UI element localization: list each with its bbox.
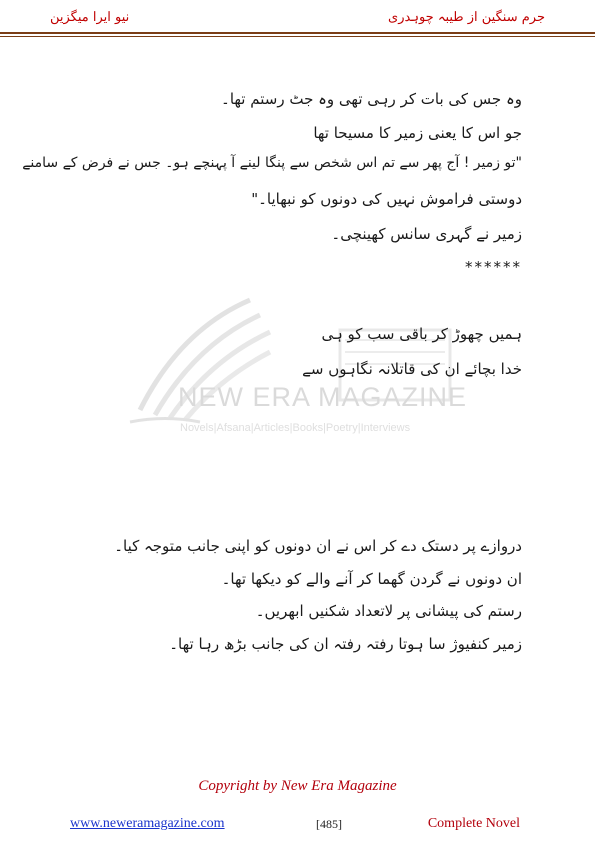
text-line: زمیر نے گہری سانس کھینچی۔ xyxy=(331,225,522,243)
header-rule-thin xyxy=(0,36,595,37)
header-rule xyxy=(0,32,595,34)
watermark-subtitle: Novels|Afsana|Articles|Books|Poetry|Interviews xyxy=(180,422,411,434)
poem-line: ہمیں چھوڑ کر باقی سب کو ہی xyxy=(321,325,522,343)
footer-label: Complete Novel xyxy=(427,816,520,831)
header-magazine-name: نیو ایرا میگزین xyxy=(50,10,130,25)
text-line: "تو زمیر ! آج پھر سے تم اس شخص سے پنگا لینے آ پہنچے ہو۔ جس نے فرض کے سامنے xyxy=(22,155,522,171)
text-line: جو اس کا یعنی زمیر کا مسیحا تھا xyxy=(313,124,522,142)
page-header xyxy=(50,10,545,30)
website-link[interactable]: www.neweramagazine.com xyxy=(70,816,225,831)
text-line: دروازے پر دستک دے کر اس نے ان دونوں کو اپنی جانب متوجہ کیا۔ xyxy=(114,537,522,555)
poem-line: خدا بچائے ان کی قاتلانہ نگاہوں سے xyxy=(302,360,522,378)
text-line: زمیر کنفیوژ سا ہوتا رفتہ رفتہ ان کی جانب بڑھ رہا تھا۔ xyxy=(169,635,522,653)
text-line: ان دونوں نے گردن گھما کر آنے والے کو دیکھا تھا۔ xyxy=(221,570,522,588)
section-break: ****** xyxy=(465,258,522,276)
page-number: [485] xyxy=(316,817,342,831)
text-line: وہ جس کی بات کر رہی تھی وہ جٹ رستم تھا۔ xyxy=(221,90,522,108)
copyright-notice: Copyright by New Era Magazine xyxy=(198,778,397,794)
page-footer xyxy=(70,816,520,836)
watermark-title: NEW ERA MAGAZINE xyxy=(178,382,468,412)
text-line: رستم کی پیشانی پر لاتعداد شکنیں ابھریں۔ xyxy=(255,602,522,620)
text-line: دوستی فراموش نہیں کی دونوں کو نبھایا۔" xyxy=(251,190,522,208)
header-novel-title: جرم سنگین از طیبہ چوہدری xyxy=(388,10,545,25)
